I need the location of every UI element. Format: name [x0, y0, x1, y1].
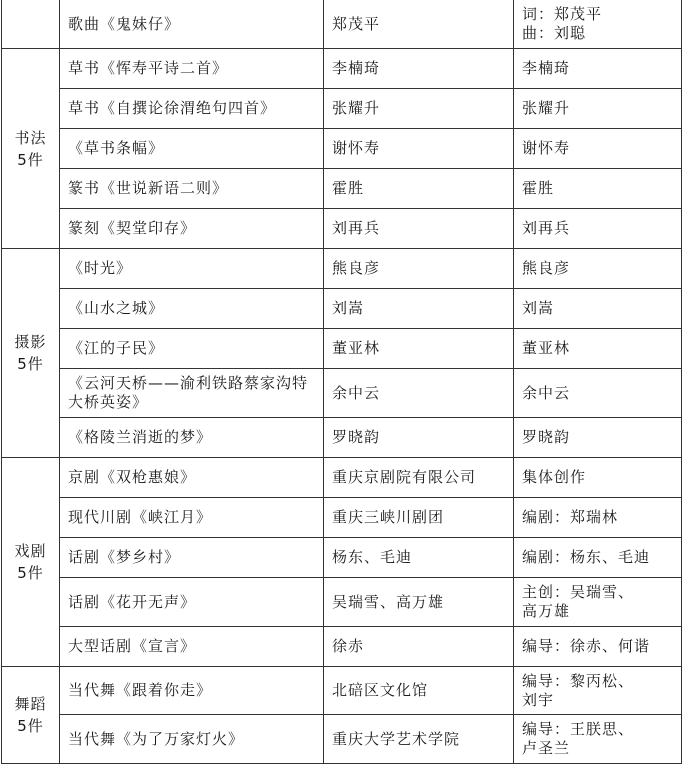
table-row	[2, 129, 682, 169]
work-title: 《格陵兰消逝的梦》	[60, 418, 324, 458]
work-title: 篆书《世说新语二则》	[60, 169, 324, 209]
category-cell-empty	[2, 0, 60, 49]
work-title: 大型话剧《宣言》	[60, 627, 324, 667]
category-count: 5件	[17, 717, 44, 735]
work-title: 现代川剧《峡江月》	[60, 498, 324, 538]
category-cell-dance	[2, 667, 60, 764]
unit-name: 郑茂平	[324, 0, 514, 49]
unit-name: 重庆京剧院有限公司	[324, 458, 514, 498]
category-name: 戏剧	[14, 542, 47, 560]
unit-name: 罗晓韵	[324, 418, 514, 458]
creator-line: 编导：王朕思、	[522, 720, 635, 738]
table-row	[2, 578, 682, 627]
unit-name: 余中云	[324, 369, 514, 418]
unit-name: 重庆大学艺术学院	[324, 715, 514, 764]
table-row	[2, 249, 682, 289]
work-title: 歌曲《鬼妹仔》	[60, 0, 324, 49]
table-row	[2, 329, 682, 369]
table-row	[2, 538, 682, 578]
creator-cell: 张耀升	[514, 89, 682, 129]
unit-name: 霍胜	[324, 169, 514, 209]
category-cell-calligraphy	[2, 49, 60, 249]
creator-cell	[514, 667, 682, 715]
work-title: 《草书条幅》	[60, 129, 324, 169]
creator-cell: 霍胜	[514, 169, 682, 209]
creator-cell: 编导：徐赤、何谐	[514, 627, 682, 667]
category-name: 摄影	[14, 333, 47, 351]
unit-name: 杨东、毛迪	[324, 538, 514, 578]
work-title: 《时光》	[60, 249, 324, 289]
category-count: 5件	[17, 564, 44, 582]
creator-cell: 集体创作	[514, 458, 682, 498]
creator-cell	[514, 715, 682, 764]
table-row	[2, 89, 682, 129]
work-title: 篆刻《契堂印存》	[60, 209, 324, 249]
unit-name: 徐赤	[324, 627, 514, 667]
work-title: 《云河天桥——渝利铁路蔡家沟特大桥英姿》	[60, 369, 324, 418]
creator-cell: 熊良彦	[514, 249, 682, 289]
creator-cell: 刘嵩	[514, 289, 682, 329]
creator-cell	[514, 0, 682, 49]
category-name: 舞蹈	[14, 695, 47, 713]
category-count: 5件	[17, 150, 44, 169]
table-row	[2, 169, 682, 209]
awards-table	[1, 0, 682, 764]
work-title: 《江的子民》	[60, 329, 324, 369]
work-title: 话剧《花开无声》	[60, 578, 324, 627]
work-title: 话剧《梦乡村》	[60, 538, 324, 578]
creator-cell: 谢怀寿	[514, 129, 682, 169]
table-row	[2, 289, 682, 329]
unit-name: 刘嵩	[324, 289, 514, 329]
table-row	[2, 458, 682, 498]
work-title: 《山水之城》	[60, 289, 324, 329]
table-row	[2, 209, 682, 249]
work-title: 当代舞《跟着你走》	[60, 667, 324, 715]
creator-line: 曲：刘聪	[522, 24, 587, 42]
category-name: 书法	[14, 128, 47, 147]
work-title: 草书《自撰论徐渭绝句四首》	[60, 89, 324, 129]
unit-name: 重庆三峡川剧团	[324, 498, 514, 538]
unit-name: 熊良彦	[324, 249, 514, 289]
category-count: 5件	[17, 355, 44, 373]
creator-line: 高万雄	[522, 602, 571, 620]
creator-line: 主创：吴瑞雪、	[522, 583, 635, 601]
table-row	[2, 627, 682, 667]
creator-line: 卢圣兰	[522, 739, 571, 757]
creator-line: 编导：黎丙松、	[522, 671, 635, 690]
creator-cell: 编剧：郑瑞林	[514, 498, 682, 538]
table-row	[2, 0, 682, 49]
category-cell-photography	[2, 249, 60, 458]
work-title: 京剧《双枪惠娘》	[60, 458, 324, 498]
table-row	[2, 498, 682, 538]
unit-name: 董亚林	[324, 329, 514, 369]
creator-cell: 编剧：杨东、毛迪	[514, 538, 682, 578]
unit-name: 吴瑞雪、高万雄	[324, 578, 514, 627]
unit-name: 北碚区文化馆	[324, 667, 514, 715]
unit-name: 谢怀寿	[324, 129, 514, 169]
unit-name: 李楠琦	[324, 49, 514, 89]
creator-cell: 李楠琦	[514, 49, 682, 89]
creator-cell: 刘再兵	[514, 209, 682, 249]
table-row	[2, 667, 682, 715]
creator-cell: 余中云	[514, 369, 682, 418]
creator-cell: 罗晓韵	[514, 418, 682, 458]
work-title: 草书《恽寿平诗二首》	[60, 49, 324, 89]
work-title: 当代舞《为了万家灯火》	[60, 715, 324, 764]
table-row	[2, 369, 682, 418]
unit-name: 刘再兵	[324, 209, 514, 249]
table-row	[2, 715, 682, 764]
category-cell-drama	[2, 458, 60, 667]
creator-cell: 董亚林	[514, 329, 682, 369]
creator-line: 刘宇	[522, 690, 555, 709]
table-row	[2, 49, 682, 89]
table-row	[2, 418, 682, 458]
unit-name: 张耀升	[324, 89, 514, 129]
creator-cell	[514, 578, 682, 627]
creator-line: 词：郑茂平	[522, 5, 603, 23]
